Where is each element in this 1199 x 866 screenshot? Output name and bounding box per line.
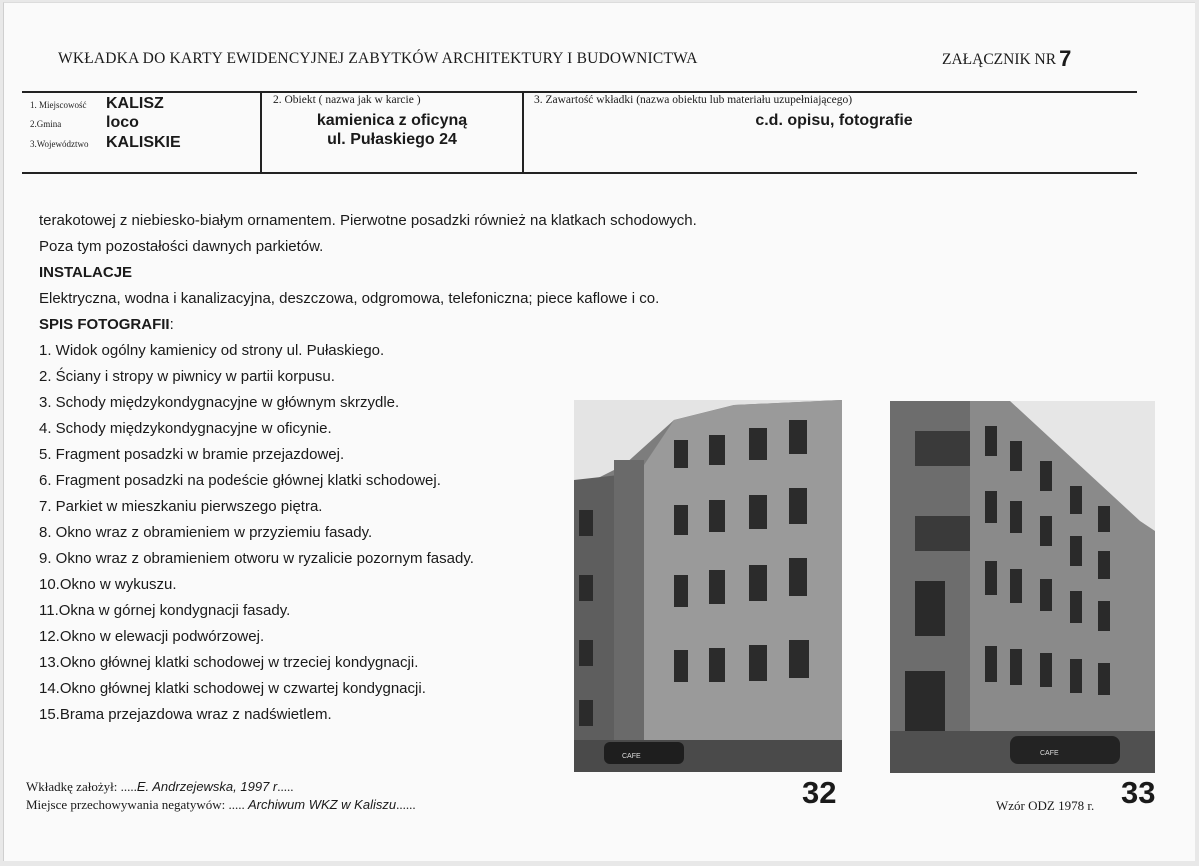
attachment-number-value: 7: [1059, 46, 1072, 71]
header-top-rule: [22, 91, 1137, 93]
photo-list-item: 8. Okno wraz z obramieniem w przyziemiu fasady.: [39, 524, 373, 541]
photo-list-item: 12.Okno w elewacji podwórzowej.: [39, 628, 265, 645]
record-card-insert: [3, 2, 1195, 861]
attachment-number: [942, 46, 1071, 72]
photo-list-item: 13.Okno głównej klatki schodowej w trzeciej kondygnacji.: [39, 654, 419, 671]
storage-label: Miejsce przechowywania negatywów: .....: [26, 797, 249, 812]
photo-number-33: 33: [1121, 775, 1156, 810]
attachment-label: ZAŁĄCZNIK NR: [942, 51, 1057, 68]
cafe-sign: CAFE: [622, 753, 641, 760]
zawartosc-label: 3. Zawartość wkładki (nazwa obiektu lub materiału uzupełniającego): [534, 94, 853, 106]
description-line: terakotowej z niebiesko-białym ornamentem. Pierwotne posadzki również na klatkach schodowych.: [39, 212, 697, 229]
miejscowosc-label: 1. Miejscowość: [30, 100, 87, 110]
photo-number-32: 32: [802, 775, 837, 810]
photo-list-heading: SPIS FOTOGRAFII: [39, 316, 170, 333]
photo-list-item: 1. Widok ogólny kamienicy od strony ul. Pułaskiego.: [39, 342, 385, 359]
author-label: Wkładkę założył: .....: [26, 779, 137, 794]
obiekt-name: kamienica z oficyną: [316, 112, 468, 129]
header-bottom-rule: [22, 172, 1137, 174]
form-title: WKŁADKA DO KARTY EWIDENCYJNEJ ZABYTKÓW ARCHITEKTURY I BUDOWNICTWA: [58, 50, 698, 67]
wojewodztwo-value: KALISKIE: [106, 134, 181, 151]
storage-trail: ......: [396, 797, 416, 812]
obiekt-label: 2. Obiekt ( nazwa jak w karcie ): [273, 94, 421, 106]
gmina-label: 2.Gmina: [30, 119, 62, 129]
photo-33: [890, 401, 1155, 773]
photo-list-item: 5. Fragment posadzki w bramie przejazdowej.: [39, 446, 345, 463]
author-trail: .....: [277, 779, 294, 794]
miejscowosc-value: KALISZ: [106, 95, 164, 112]
author-value: E. Andrzejewska, 1997 r: [136, 779, 278, 794]
field-miejscowosc: [30, 95, 164, 113]
column-divider-2: [522, 92, 524, 173]
installations-text: Elektryczna, wodna i kanalizacyjna, deszczowa, odgromowa, telefoniczna; piece kaflowe i co.: [39, 290, 660, 307]
photo-list-heading-colon: :: [169, 316, 174, 333]
cafe-sign: CAFE: [1040, 750, 1059, 757]
zawartosc-value: c.d. opisu, fotografie: [755, 112, 913, 129]
photo-list-item: 4. Schody międzykondygnacyjne w oficynie.: [39, 420, 332, 437]
storage-value: Archiwum WKZ w Kaliszu: [248, 797, 397, 812]
photo-32: [574, 400, 842, 772]
photo-list-heading-row: [39, 312, 839, 338]
photo-list-item: 10.Okno w wykuszu.: [39, 576, 177, 593]
description-line: Poza tym pozostałości dawnych parkietów.: [39, 238, 324, 255]
wojewodztwo-label: 3.Województwo: [30, 139, 89, 149]
field-gmina: [30, 114, 139, 132]
photo-list-item: 6. Fragment posadzki na podeście głównej klatki schodowej.: [39, 472, 441, 489]
photo-list-item: 15.Brama przejazdowa wraz z nadświetlem.: [39, 706, 332, 723]
photo-list-item: 14.Okno głównej klatki schodowej w czwartej kondygnacji.: [39, 680, 426, 697]
obiekt-address: ul. Pułaskiego 24: [327, 131, 457, 148]
installations-heading: INSTALACJE: [39, 264, 133, 281]
pattern-label: Wzór ODZ 1978 r.: [996, 798, 1095, 813]
storage-line: [26, 797, 416, 813]
obiekt-value: [262, 111, 522, 149]
photo-list-item: 11.Okna w górnej kondygnacji fasady.: [39, 602, 291, 619]
field-wojewodztwo: [30, 134, 181, 152]
photo-list-item: 7. Parkiet w mieszkaniu pierwszego piętra.: [39, 498, 323, 515]
author-line: [26, 779, 294, 795]
gmina-value: loco: [106, 114, 139, 131]
photo-list-item: 9. Okno wraz z obramieniem otworu w ryzalicie pozornym fasady.: [39, 550, 474, 567]
photo-list-item: 3. Schody międzykondygnacyjne w głównym skrzydle.: [39, 394, 400, 411]
photo-list-item: 2. Ściany i stropy w piwnicy w partii korpusu.: [39, 368, 335, 385]
